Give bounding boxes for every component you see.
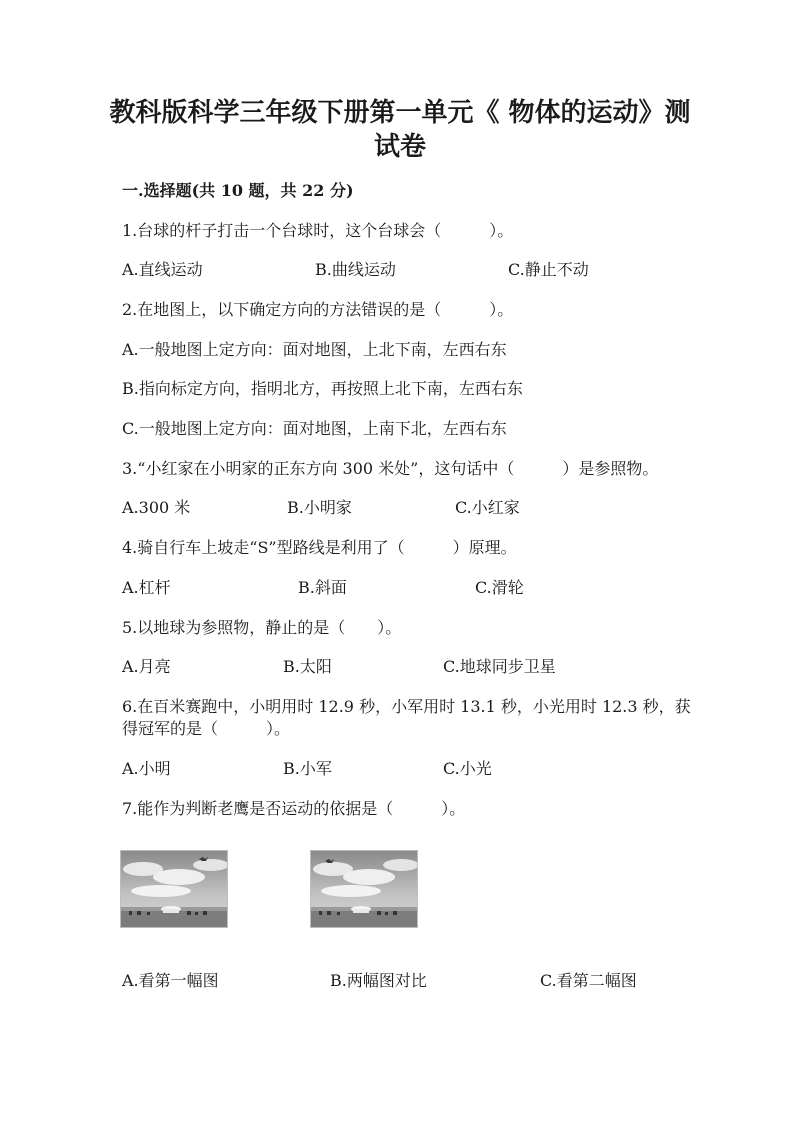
question-2-option-c[interactable]: C.一般地图上定方向：面对地图，上南下北，左西右东 xyxy=(122,419,507,438)
question-1-option-a[interactable]: A.直线运动 xyxy=(122,260,203,279)
question-7-stem: 7.能作为判断老鹰是否运动的依据是（ ）。 xyxy=(122,799,466,818)
question-6-stem-line2: 得冠军的是（ ）。 xyxy=(122,719,291,738)
question-6-option-b[interactable]: B.小军 xyxy=(283,759,332,778)
question-3-option-a[interactable]: A.300 米 xyxy=(122,498,191,517)
question-1-option-c[interactable]: C.静止不动 xyxy=(508,260,589,279)
question-5-stem: 5.以地球为参照物，静止的是（ ）。 xyxy=(122,618,402,637)
question-3-option-b[interactable]: B.小明家 xyxy=(287,498,352,517)
eagle-photo-first xyxy=(120,850,228,928)
section-heading: 一.选择题(共 10 题，共 22 分) xyxy=(122,181,354,200)
question-6-option-c[interactable]: C.小光 xyxy=(443,759,492,778)
question-6-option-a[interactable]: A.小明 xyxy=(122,759,171,778)
question-4-stem: 4.骑自行车上坡走“S”型路线是利用了（ ）原理。 xyxy=(122,538,517,557)
question-1-option-b[interactable]: B.曲线运动 xyxy=(315,260,396,279)
eagle-photo-second xyxy=(310,850,418,928)
question-4-option-b[interactable]: B.斜面 xyxy=(298,578,347,597)
question-1-stem: 1.台球的杆子打击一个台球时，这个台球会（ ）。 xyxy=(122,221,514,240)
exam-title-line2: 试卷 xyxy=(373,132,426,162)
question-3-stem: 3.“小红家在小明家的正东方向 300 米处”，这句话中（ ）是参照物。 xyxy=(122,459,659,478)
question-7-option-a[interactable]: A.看第一幅图 xyxy=(122,971,219,990)
question-5-option-b[interactable]: B.太阳 xyxy=(283,657,332,676)
question-5-option-c[interactable]: C.地球同步卫星 xyxy=(443,657,556,676)
question-2-option-a[interactable]: A.一般地图上定方向：面对地图，上北下南，左西右东 xyxy=(122,340,507,359)
question-4-option-a[interactable]: A.杠杆 xyxy=(122,578,171,597)
question-2-stem: 2.在地图上，以下确定方向的方法错误的是（ ）。 xyxy=(122,300,514,319)
question-7-option-b[interactable]: B.两幅图对比 xyxy=(330,971,427,990)
question-6-stem-line1: 6.在百米赛跑中，小明用时 12.9 秒，小军用时 13.1 秒，小光用时 12.3 秒，获 xyxy=(122,697,691,716)
question-4-option-c[interactable]: C.滑轮 xyxy=(475,578,524,597)
question-3-option-c[interactable]: C.小红家 xyxy=(455,498,520,517)
exam-title-line1: 教科版科学三年级下册第一单元《 物体的运动》测 xyxy=(109,98,691,128)
question-5-option-a[interactable]: A.月亮 xyxy=(122,657,171,676)
question-7-option-c[interactable]: C.看第二幅图 xyxy=(540,971,637,990)
question-2-option-b[interactable]: B.指向标定方向，指明北方，再按照上北下南，左西右东 xyxy=(122,379,523,398)
